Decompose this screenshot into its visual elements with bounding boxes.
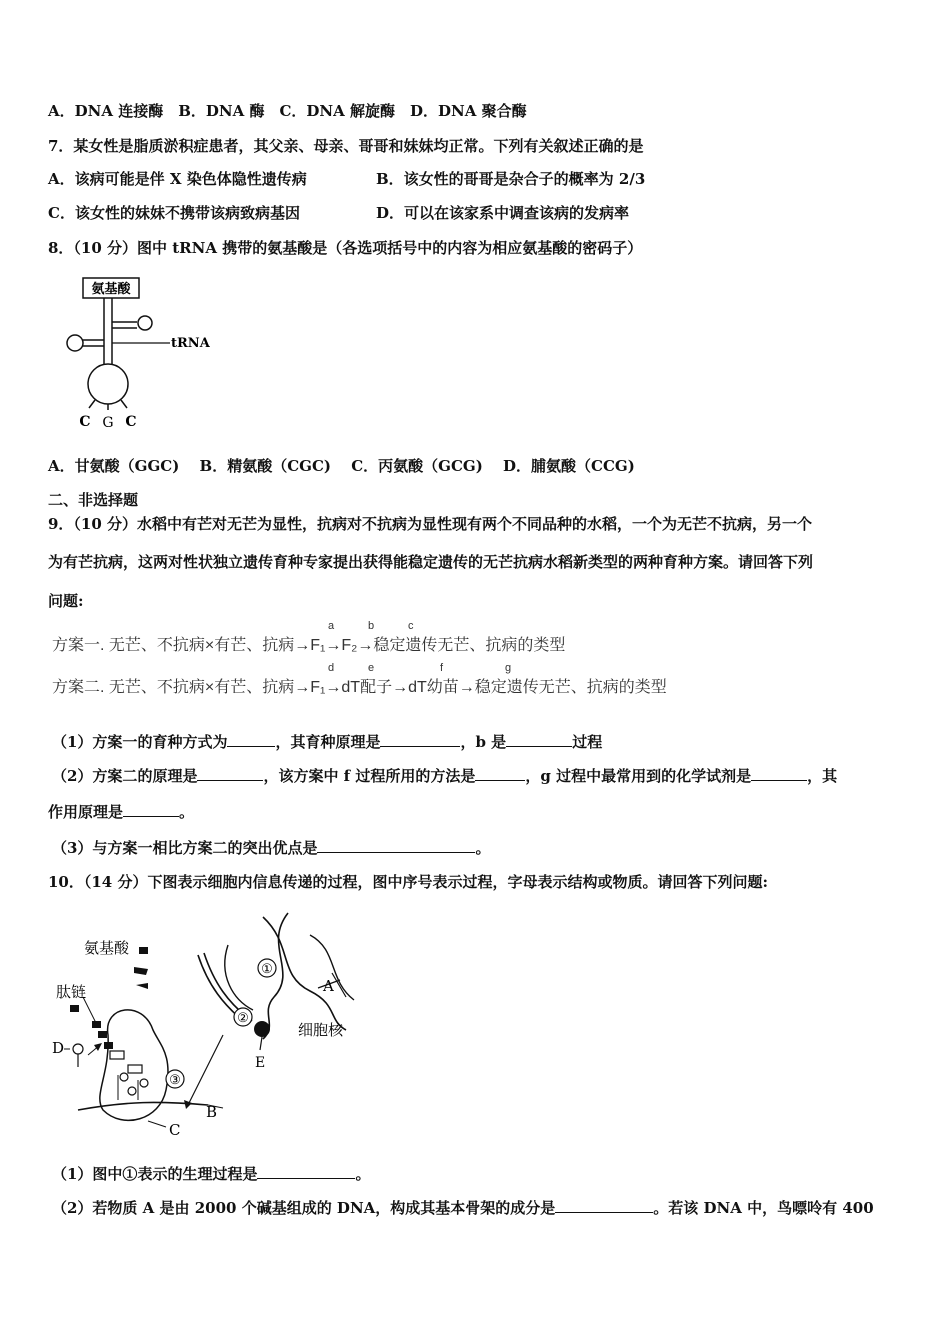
anticodon-base-3: C — [125, 414, 137, 430]
q8-options: A．甘氨酸（GGC) B．精氨酸（CGC) C．丙氨酸（GCG) D．脯氨酸（CCG) — [48, 457, 635, 475]
trna-diagram — [55, 272, 225, 432]
fig-label-A: A — [323, 977, 334, 995]
q7-option-a: A．该病可能是伴 X 染色体隐性遗传病 — [48, 170, 307, 188]
fig-label-peptide: 肽链 — [56, 983, 87, 1001]
q10-p1-text-1: （1）图中①表示的生理过程是 — [52, 1165, 258, 1183]
q7-stem: 7．某女性是脂质淤积症患者，其父亲、母亲、哥哥和妹妹均正常。下列有关叙述正确的是 — [48, 137, 644, 155]
q9-stem-2: 为有芒抗病，这两对性状独立遗传育种专家提出获得能稳定遗传的无芒抗病水稻新类型的两种育种方案。请回答下列 — [48, 553, 814, 571]
q9-p1-text-4: 过程 — [572, 733, 603, 751]
section-heading: 二、非选择题 — [48, 491, 139, 509]
q9-p2-blank-1[interactable] — [197, 766, 263, 781]
q9-p2-blank-3[interactable] — [751, 766, 807, 781]
q9-p2-text-4: ，其 — [807, 767, 838, 785]
q9-part-3 — [52, 837, 490, 859]
q10-p1-text-2: 。 — [355, 1165, 371, 1183]
q9-p1-text-3: ，b 是 — [460, 733, 507, 751]
scheme-one-arrow-label-b: b — [368, 620, 375, 632]
q7-option-c: C．该女性的妹妹不携带该病致病基因 — [48, 204, 300, 222]
trna-label: tRNA — [171, 336, 210, 351]
q9-p3-text-1: （3）与方案一相比方案二的突出优点是 — [52, 839, 318, 857]
anticodon-base-1: C — [79, 414, 91, 430]
q9-p1-blank-1[interactable] — [227, 732, 275, 747]
q10-part-1 — [52, 1163, 370, 1185]
q9-p2-text-2: ，该方案中 f 过程所用的方法是 — [263, 767, 476, 785]
q6-options: A．DNA 连接酶 B．DNA 酶 C．DNA 解旋酶 D．DNA 聚合酶 — [48, 102, 527, 120]
scheme-two-arrow-label-g: g — [505, 662, 512, 674]
fig-step-1: ① — [261, 962, 273, 977]
scheme-two-arrow-label-e: e — [368, 662, 375, 674]
q9-p2-text-3: ，g 过程中最常用到的化学试剂是 — [525, 767, 752, 785]
fig-label-B: B — [206, 1103, 218, 1121]
fig-step-2: ② — [237, 1011, 249, 1026]
q10-stem: 10．（14 分）下图表示细胞内信息传递的过程，图中序号表示过程，字母表示结构或物质。请回答下列问题: — [48, 873, 769, 891]
scheme-one: 方案一. 无芒、不抗病×有芒、抗病→F₁→F₂→稳定遗传无芒、抗病的类型 — [52, 637, 566, 654]
q9-p2-text-1: （2）方案二的原理是 — [52, 767, 198, 785]
q9-p3-text-2: 。 — [475, 839, 491, 857]
q10-part-2 — [52, 1197, 874, 1219]
q10-p2-text-1: （2）若物质 A 是由 2000 个碱基组成的 DNA，构成其基本骨架的成分是 — [52, 1199, 556, 1217]
q9-p1-blank-3[interactable] — [506, 732, 572, 747]
q9-p2-blank-2[interactable] — [475, 766, 525, 781]
anticodon-base-2: G — [102, 415, 114, 431]
trna-label-amino-acid: 氨基酸 — [91, 282, 131, 297]
q10-p1-blank[interactable] — [257, 1164, 355, 1179]
q9-p3-blank[interactable] — [317, 838, 475, 853]
fig-label-E: E — [255, 1055, 266, 1071]
q10-p2-text-2: 。若该 DNA 中，鸟嘌呤有 400 — [653, 1199, 874, 1217]
fig-step-3: ③ — [169, 1073, 181, 1088]
q10-p2-blank[interactable] — [555, 1198, 653, 1213]
q9-stem-3: 问题: — [48, 592, 84, 610]
scheme-two-arrow-label-d: d — [328, 662, 335, 674]
q7-option-b: B．该女性的哥哥是杂合子的概率为 2/3 — [376, 170, 646, 188]
q9-part-2b — [48, 801, 194, 823]
q9-stem-1: 9．（10 分）水稻中有芒对无芒为显性，抗病对不抗病为显性现有两个不同品种的水稻，一个为无芒不抗病，另一个 — [48, 515, 813, 533]
fig-label-C: C — [169, 1121, 181, 1139]
q9-part-1 — [52, 731, 602, 753]
cell-information-diagram — [48, 905, 388, 1145]
fig-label-nucleus: 细胞核 — [298, 1021, 344, 1039]
q9-p1-blank-2[interactable] — [380, 732, 460, 747]
q9-p2b-text-2: 。 — [179, 803, 195, 821]
scheme-two: 方案二. 无芒、不抗病×有芒、抗病→F₁→dT配子→dT幼苗→稳定遗传无芒、抗病的类型 — [52, 679, 667, 696]
q9-p2b-text-1: 作用原理是 — [48, 803, 124, 821]
scheme-one-arrow-label-a: a — [328, 620, 335, 632]
fig-label-D: D — [52, 1039, 65, 1057]
q7-option-d: D．可以在该家系中调查该病的发病率 — [376, 204, 630, 222]
scheme-two-arrow-label-f: f — [440, 662, 444, 674]
fig-label-amino-acid: 氨基酸 — [84, 939, 130, 957]
q9-p1-text-1: （1）方案一的育种方式为 — [52, 733, 228, 751]
q9-p1-text-2: ，其育种原理是 — [275, 733, 381, 751]
q9-part-2a — [52, 765, 837, 787]
scheme-one-arrow-label-c: c — [408, 620, 414, 632]
q9-p2b-blank[interactable] — [123, 802, 179, 817]
q8-stem: 8．（10 分）图中 tRNA 携带的氨基酸是（各选项括号中的内容为相应氨基酸的密码子） — [48, 239, 643, 257]
